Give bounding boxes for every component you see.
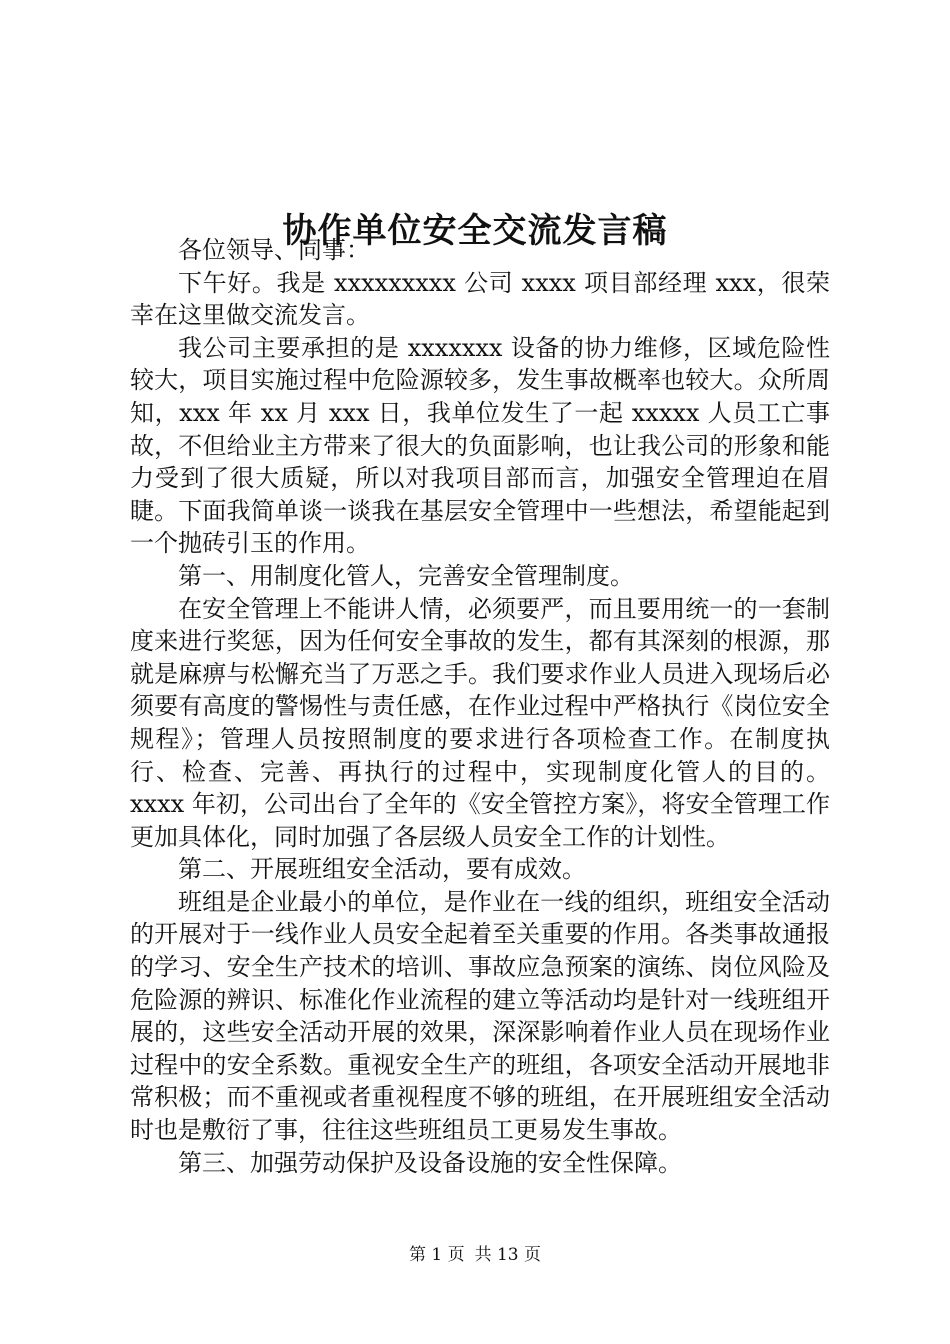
section-heading: 第一、用制度化管人，完善安全管理制度。: [178, 561, 634, 590]
paragraph: 下午好。我是 xxxxxxxxx 公司 xxxx 项目部经理 xxx，很荣幸在这里做交流发言。: [130, 268, 830, 330]
paragraph: 在安全管理上不能讲人情，必须要严，而且要用统一的一套制度来进行奖惩，因为任何安全事故的发生，都有其深刻的根源，那就是麻痹与松懈充当了万恶之手。我们要求作业人员进入现场后必须要有高度的警惕性与责任感，在作业过程中严格执行《岗位安全规程》；管理人员按照制度的要求进行各项检查工作。在制度执行、检查、完善、再执行的过程中，实现制度化管人的目的。xxxx 年初，公司出台了全年的《安全管控方案》，将安全管理工作更加具体化，同时加强了各层级人员安全工作的计划性。: [130, 594, 830, 851]
page-total: 共 13 页: [474, 1245, 542, 1265]
paragraph: 我公司主要承担的是 xxxxxxx 设备的协力维修，区域危险性较大，项目实施过程中危险源较多，发生事故概率也较大。众所周知，xxx 年 xx 月 xxx 日，我单位发生了一起 xxxxx 人员工亡事故，不但给业主方带来了很大的负面影响，也让我公司的形象和能力受到了很大质疑，所以对我项目部而言，加强安全管理迫在眉睫。下面我简单谈一谈我在基层安全管理中一些想法，希望能起到一个抛砖引玉的作用。: [130, 333, 830, 558]
salutation: 各位领导、同事：: [178, 236, 370, 264]
document-body: [130, 234, 830, 1179]
paragraph: 班组是企业最小的单位，是作业在一线的组织，班组安全活动的开展对于一线作业人员安全起着至关重要的作用。各类事故通报的学习、安全生产技术的培训、事故应急预案的演练、岗位风险及危险源的辨识、标准化作业流程的建立等活动均是针对一线班组开展的，这些安全活动开展的效果，深深影响着作业人员在现场作业过程中的安全系数。重视安全生产的班组，各项安全活动开展地非常积极；而不重视或者重视程度不够的班组，在开展班组安全活动时也是敷衍了事，往往这些班组员工更易发生事故。: [130, 887, 830, 1145]
section-heading: 第三、加强劳动保护及设备设施的安全性保障。: [178, 1148, 682, 1177]
page-number: 第 1 页: [408, 1245, 465, 1265]
page-footer: [0, 1240, 950, 1270]
document-title: 协作单位安全交流发言稿: [282, 210, 668, 251]
section-heading: 第二、开展班组安全活动，要有成效。: [178, 855, 586, 884]
